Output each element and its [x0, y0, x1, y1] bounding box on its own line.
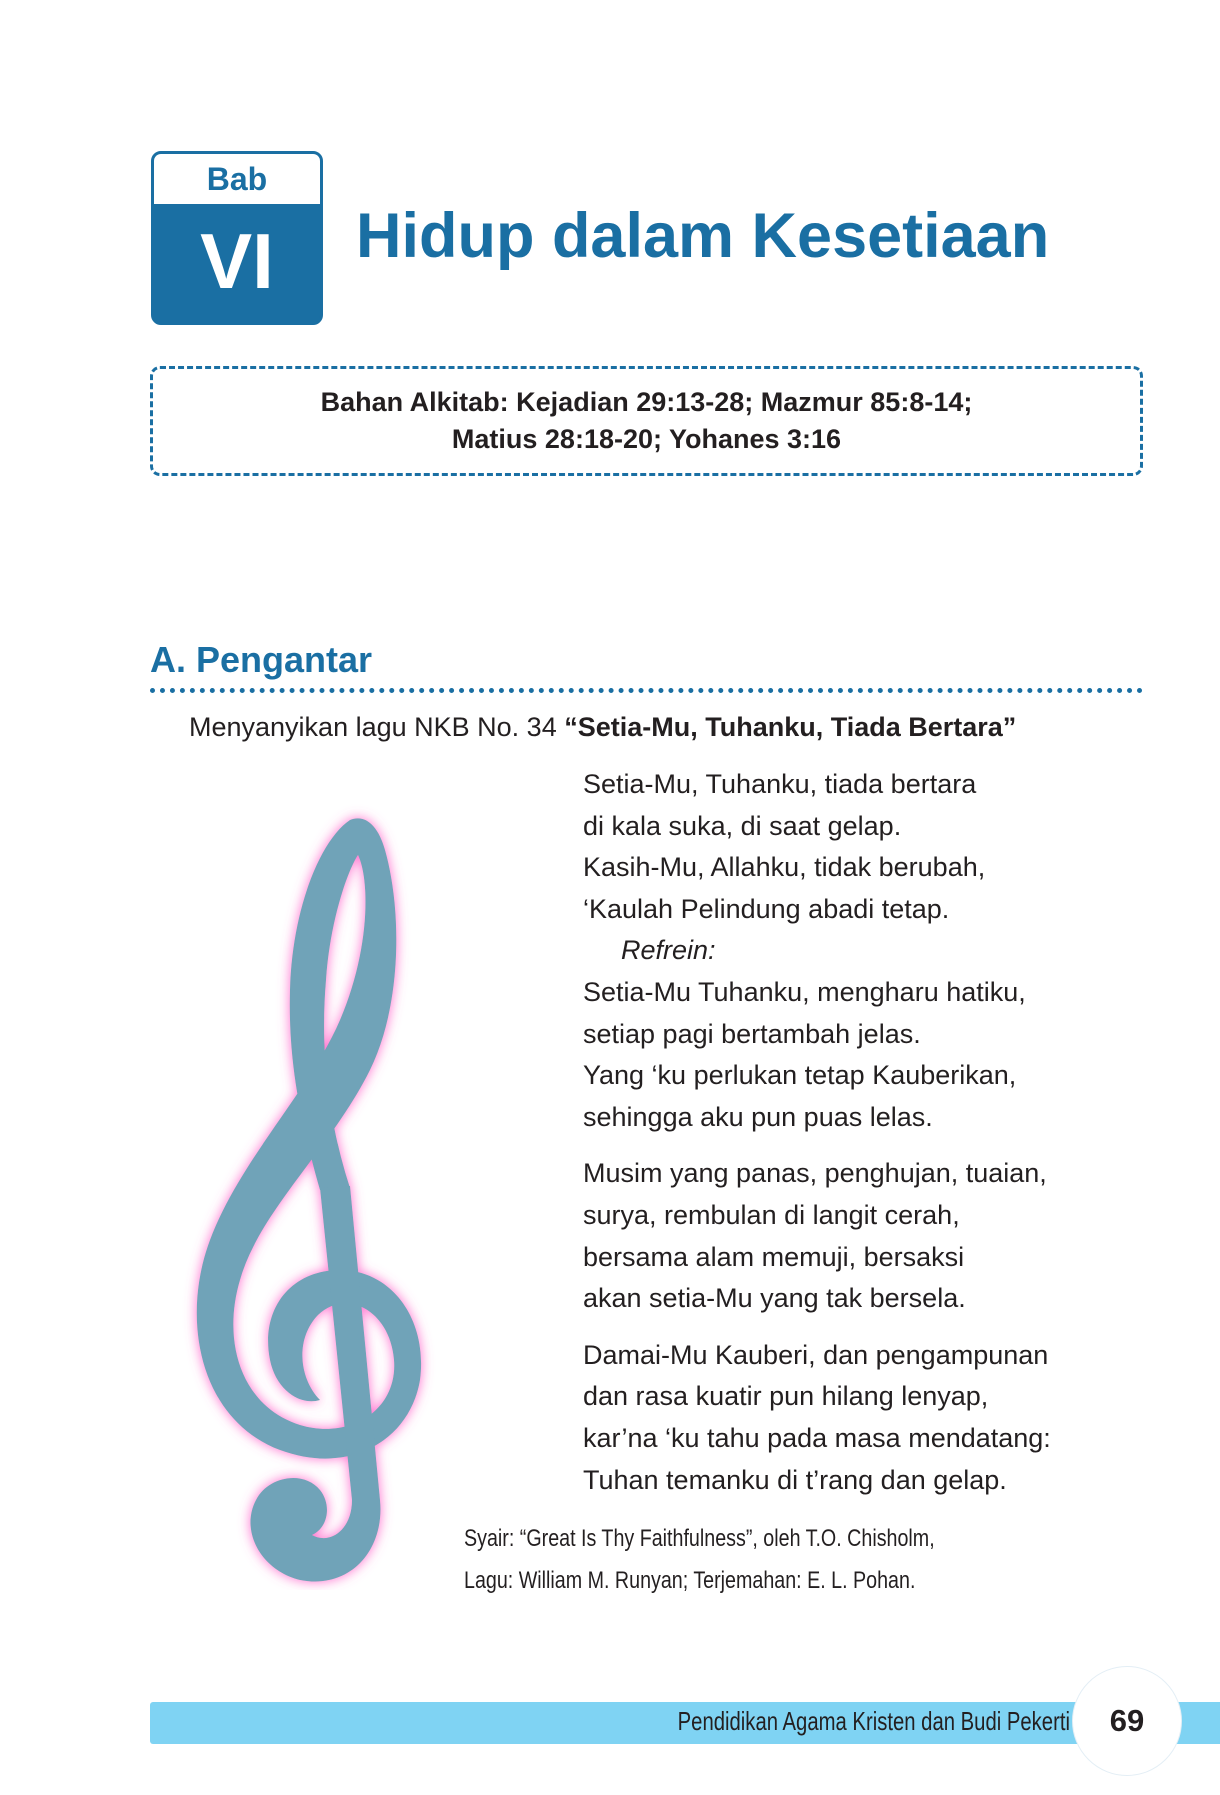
lyric-line: Tuhan temanku di t’rang dan gelap.: [583, 1464, 1007, 1495]
lyric-line: akan setia-Mu yang tak bersela.: [583, 1283, 966, 1314]
verse-1: [583, 764, 1103, 1138]
lyric-line: Setia-Mu, Tuhanku, tiada bertara: [583, 769, 977, 799]
footer-book-title: Pendidikan Agama Kristen dan Budi Pekerti: [677, 1706, 1070, 1736]
bible-material-line-2: Matius 28:18-20; Yohanes 3:16: [451, 424, 842, 454]
verse-2: [583, 1153, 1103, 1319]
lyric-line: kar’na ‘ku tahu pada masa mendatang:: [583, 1422, 1051, 1453]
lyric-line: Musim yang panas, penghujan, tuaian,: [583, 1158, 1047, 1189]
treble-clef-icon: [180, 800, 480, 1590]
bible-material-line-1: Bahan Alkitab: Kejadian 29:13-28; Mazmur 85:8-14;: [320, 387, 973, 417]
refrain-label: Refrein:: [621, 935, 716, 966]
chapter-label: Bab: [154, 154, 320, 204]
song-credits: [464, 1518, 935, 1602]
bible-material-box: [150, 366, 1143, 476]
chapter-number: VI: [200, 217, 274, 305]
lyric-line: setiap pagi bertambah jelas.: [583, 1018, 921, 1049]
verse-3: [583, 1335, 1103, 1501]
song-lyrics: [583, 764, 1103, 1516]
chapter-title: Hidup dalam Kesetiaan: [356, 201, 1050, 271]
section-heading: A. Pengantar: [150, 639, 373, 680]
lyric-line: Damai-Mu Kauberi, dan pengampunan: [583, 1339, 1049, 1370]
lyric-line: surya, rembulan di langit cerah,: [583, 1199, 960, 1230]
lyric-line: bersama alam memuji, bersaksi: [583, 1241, 965, 1272]
lyric-line: ‘Kaulah Pelindung abadi tetap.: [583, 893, 950, 924]
lyric-line: Kasih-Mu, Allahku, tidak berubah,: [583, 852, 986, 883]
credits-line-2: Lagu: William M. Runyan; Terjemahan: E. L. Pohan.: [464, 1567, 916, 1594]
section-divider: [150, 688, 1143, 693]
song-intro: [189, 708, 1016, 746]
page-number: 69: [1109, 1703, 1145, 1738]
credits-line-1: Syair: “Great Is Thy Faithfulness”, oleh T.O. Chisholm,: [464, 1525, 935, 1552]
lyric-line: Yang ‘ku perlukan tetap Kauberikan,: [583, 1060, 1017, 1091]
song-title: “Setia-Mu, Tuhanku, Tiada Bertara”: [564, 712, 1017, 742]
lyric-line: Setia-Mu Tuhanku, mengharu hatiku,: [583, 976, 1026, 1007]
song-intro-prefix: Menyanyikan lagu NKB No. 34: [189, 712, 565, 742]
chapter-badge: [151, 151, 323, 325]
lyric-line: sehingga aku pun puas lelas.: [583, 1101, 933, 1132]
lyric-line: dan rasa kuatir pun hilang lenyap,: [583, 1381, 989, 1412]
lyric-line: di kala suka, di saat gelap.: [583, 810, 902, 841]
